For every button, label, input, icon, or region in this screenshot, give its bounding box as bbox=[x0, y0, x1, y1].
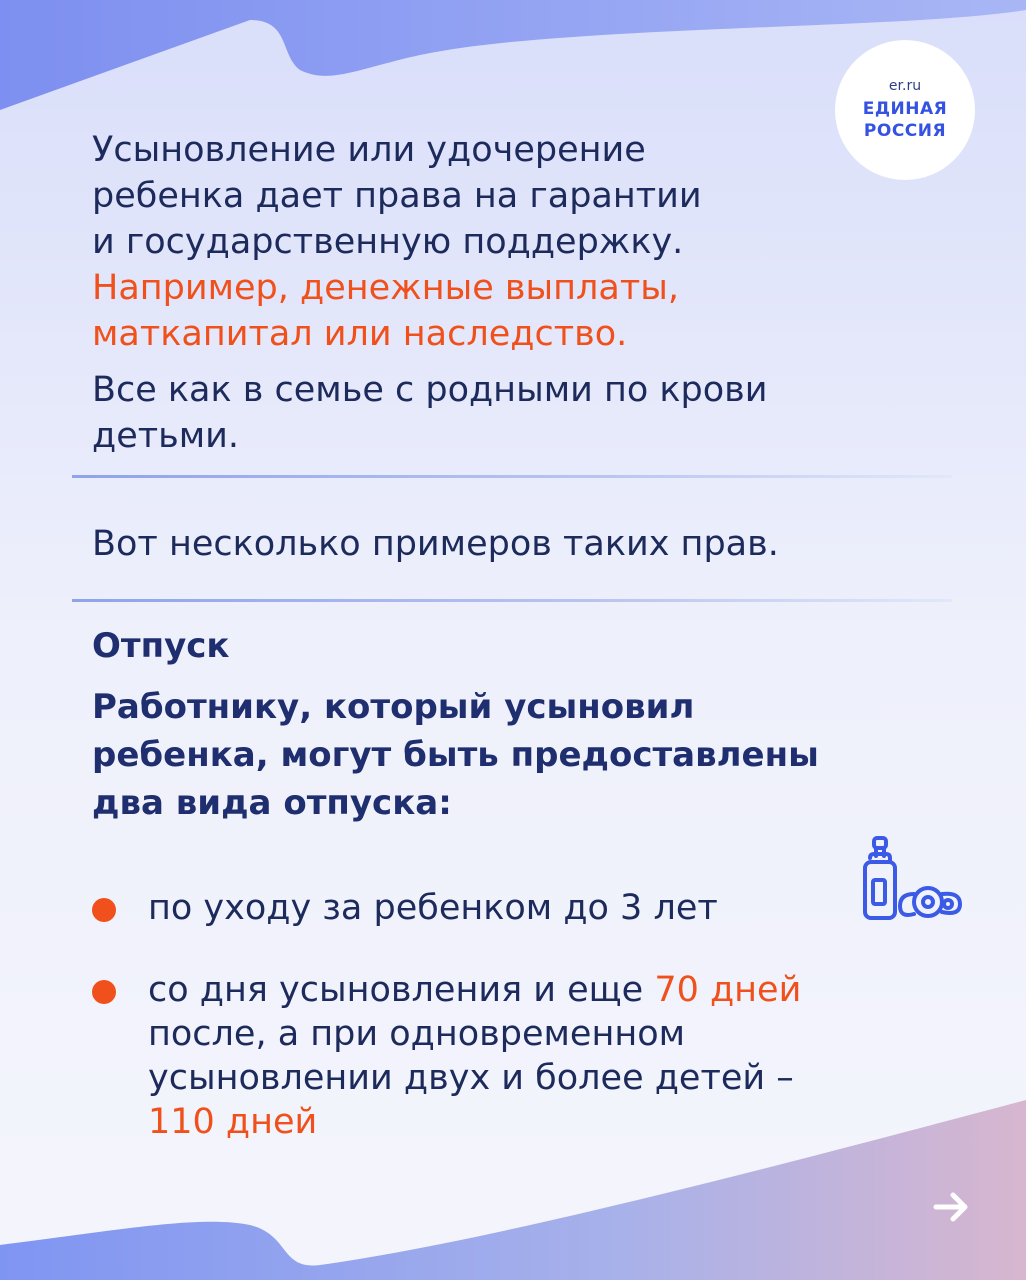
list-item bbox=[92, 886, 878, 930]
bullet-dot bbox=[92, 980, 116, 1004]
section-subtitle-line: ребенка, могут быть предоставлены bbox=[92, 735, 819, 775]
intro-paragraph bbox=[92, 127, 832, 357]
intro-accent-line: Например, денежные выплаты, bbox=[92, 268, 679, 308]
logo-line1: ЕДИНАЯ bbox=[862, 99, 948, 119]
bullet-line: после, а при одновременном bbox=[148, 1014, 686, 1054]
bullet-text: по уходу за ребенком до 3 лет bbox=[148, 888, 718, 928]
section-subtitle bbox=[92, 683, 892, 827]
bullet-line: усыновлении двух и более детей – bbox=[148, 1058, 794, 1098]
logo-url: er.ru bbox=[888, 78, 922, 94]
bullet-accent: 70 дней bbox=[654, 970, 802, 1010]
section-title: Отпуск bbox=[92, 626, 230, 666]
brand-logo[interactable] bbox=[835, 40, 975, 180]
section-subtitle-line: два вида отпуска: bbox=[92, 783, 452, 823]
intro-accent-line: маткапитал или наследство. bbox=[92, 314, 628, 354]
bullet-dot bbox=[92, 898, 116, 922]
examples-text: Вот несколько примеров таких прав. bbox=[92, 524, 779, 564]
list-item bbox=[92, 968, 878, 1144]
same-as-line: детьми. bbox=[92, 416, 240, 456]
same-as-paragraph bbox=[92, 367, 872, 459]
divider bbox=[72, 475, 952, 478]
bullet-text bbox=[148, 968, 878, 1144]
intro-line: и государственную поддержку. bbox=[92, 222, 684, 262]
logo-line2: РОССИЯ bbox=[863, 121, 947, 141]
next-arrow-icon[interactable] bbox=[930, 1186, 972, 1228]
bullet-accent: 110 дней bbox=[148, 1102, 318, 1142]
intro-line: Усыновление или удочерение bbox=[92, 130, 646, 170]
logo-name bbox=[863, 98, 947, 142]
same-as-line: Все как в семье с родными по крови bbox=[92, 370, 768, 410]
section-subtitle-line: Работнику, который усыновил bbox=[92, 687, 695, 727]
bullet-line-text: со дня усыновления и еще bbox=[148, 970, 655, 1010]
intro-line: ребенка дает права на гарантии bbox=[92, 176, 702, 216]
bullet-line bbox=[148, 968, 878, 1012]
divider bbox=[72, 599, 952, 602]
